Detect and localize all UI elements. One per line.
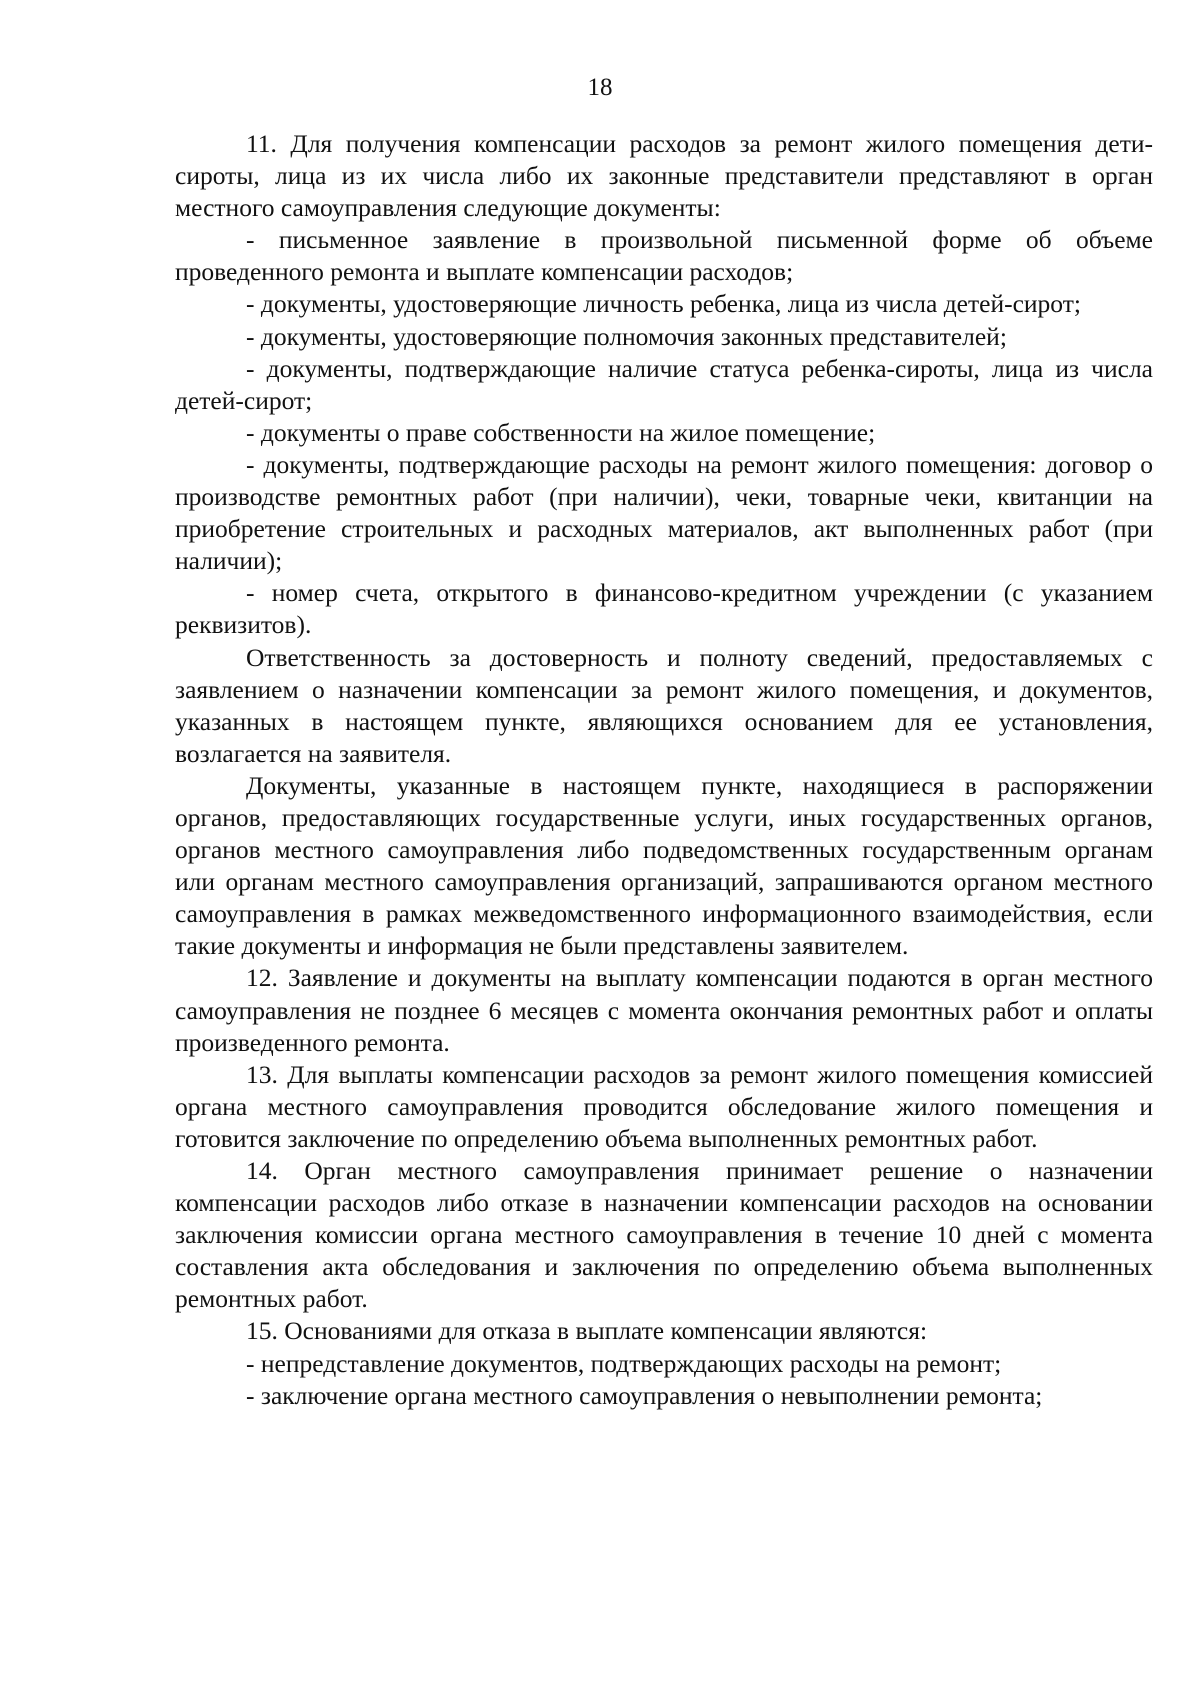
paragraph-item-14: 14. Орган местного самоуправления принимает решение о назначении компенсации расходов либо отказе в назначении компенсации расходов на основании заключения комиссии органа местного самоуправления в течение 10 дней с момента составления акта обследования и заключения по определению объема выполненных ремонтных работ.	[175, 1156, 1153, 1314]
list-item-representative-authority: - документы, удостоверяющие полномочия законных представителей;	[246, 321, 1007, 351]
paragraph-interagency-request: Документы, указанные в настоящем пункте, находящиеся в распоряжении органов, предоставляющих государственные услуги, иных государственных органов, органов местного самоуправления либо подведомственных государственным органам или органам местного самоуправления организаций, запрашиваются органом местного самоуправления в рамках межведомственного информационного взаимодействия, если такие документы и информация не были представлены заявителем.	[175, 770, 1153, 961]
list-item-orphan-status: - документы, подтверждающие наличие статуса ребенка-сироты, лица из числа детей-сирот;	[175, 353, 1153, 415]
list-item-repair-not-done: - заключение органа местного самоуправления о невыполнении ремонта;	[246, 1380, 1043, 1410]
paragraph-item-11-intro: 11. Для получения компенсации расходов за ремонт жилого помещения дети-сироты, лица из их числа либо их законные представители представляют в орган местного самоуправления следующие документы:	[175, 129, 1153, 223]
list-item-identity-documents: - документы, удостоверяющие личность ребенка, лица из числа детей-сирот;	[246, 289, 1081, 319]
paragraph-item-13: 13. Для выплаты компенсации расходов за ремонт жилого помещения комиссией органа местного самоуправления проводится обследование жилого помещения и готовится заключение по определению объема выполненных ремонтных работ.	[175, 1059, 1153, 1153]
paragraph-item-12: 12. Заявление и документы на выплату компенсации подаются в орган местного самоуправления не позднее 6 месяцев с момента окончания ремонтных работ и оплаты произведенного ремонта.	[175, 963, 1153, 1057]
list-item-expense-documents: - документы, подтверждающие расходы на ремонт жилого помещения: договор о производстве ремонтных работ (при наличии), чеки, товарные чеки, квитанции на приобретение строительных и расходных материалов, акт выполненных работ (при наличии);	[175, 449, 1153, 576]
paragraph-item-15: 15. Основаниями для отказа в выплате компенсации являются:	[246, 1316, 928, 1346]
list-item-ownership-documents: - документы о праве собственности на жилое помещение;	[246, 417, 876, 447]
document-body	[175, 128, 1153, 1412]
paragraph-responsibility: Ответственность за достоверность и полноту сведений, предоставляемых с заявлением о назначении компенсации за ремонт жилого помещения, и документов, указанных в настоящем пункте, являющихся основанием для ее установления, возлагается на заявителя.	[175, 642, 1153, 768]
list-item-account-number: - номер счета, открытого в финансово-кредитном учреждении (с указанием реквизитов).	[175, 578, 1153, 640]
list-item-missing-documents: - непредставление документов, подтверждающих расходы на ремонт;	[246, 1348, 1002, 1378]
page-number: 18	[587, 74, 613, 101]
list-item-application: - письменное заявление в произвольной письменной форме об объеме проведенного ремонта и выплате компенсации расходов;	[175, 225, 1153, 287]
